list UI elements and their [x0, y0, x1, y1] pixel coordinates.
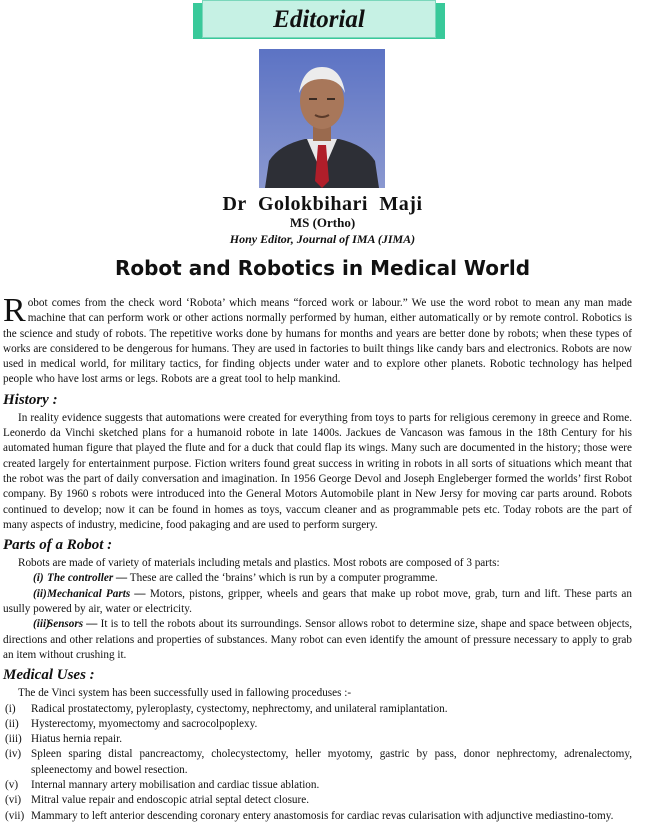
parts-item: (iii)Sensors — It is to tell the robots about its surroundings. Sensor allows robot to determine size, shape and space between objects, directions and other relations and properties of substances. Many robot can even identify the amount of pressure necessary to apply to grab an item without crushing it. [3, 618, 632, 661]
section-label: Editorial [273, 6, 365, 33]
drop-cap: R [3, 292, 26, 329]
author-degree: MS (Ortho) [289, 215, 356, 230]
medical-heading: Medical Uses : [3, 667, 95, 684]
history-paragraph: In reality evidence suggests that automations were created for everything from toys to parts for religious ceremony in greece and Rome. Leonerdo da Vinchi sketched plans for a humanoid robote in late 1400s. Jackues de Vancason was famous in the 18th Century for his automated human figure that played the flute and for a duck that could flap its wings. Many such are documented in the history; those were created largely for entertainment purpose. Fiction writers found great success in writing in robots in all sorts of situations which meant that the robot was the part of daily conversation and imagination. In 1956 George Devol and Joseph Engleberger formed the worlds’ first Robot company. By 1960 s robots were introduced into the General Motors Automobile plant in New Jersy for moving car parts around. Robots continued to develop; now it can be found in homes as toys, vaccum cleaner and as programmable pets etc. Today robots are the part of many aspects of industry, medicine, food pakaging and are used to perform surgery. [3, 411, 632, 531]
procedure-item: (iii) Hiatus hernia repair. [5, 733, 123, 746]
procedure-item: (i) Radical prostatectomy, pyleroplasty, cystectomy, nephrectomy, and unilateral ramiplantation. [5, 702, 448, 715]
banner-label-box [202, 0, 436, 38]
parts-heading: Parts of a Robot : [3, 537, 113, 554]
author-photo [259, 49, 385, 188]
procedure-item: (vii) Mammary to left anterior descending coronary entery anastomosis for cardiac revas cularisation with adjunctive mediastino-tomy. [5, 809, 614, 822]
parts-intro: Robots are made of variety of materials including metals and plastics. Most robots are composed of 3 parts: [18, 557, 500, 570]
medical-intro: The de Vinci system has been successfully used in fallowing proceduses :- [18, 687, 352, 700]
parts-item: (ii)Mechanical Parts — Motors, pistons, gripper, wheels and gears that make up robot move, grab, turn and lift. These parts an usully powered by air, water or electricity. [3, 587, 632, 616]
intro-paragraph [3, 292, 632, 388]
parts-item: (i) The controller — These are called the ‘brains’ which is run by a computer programme. [33, 572, 438, 585]
intro-text: obot comes from the check word ‘Robota’ which means “forced work or labour.” We use the word robot to mean any man made machine that can perform work or other actions normally performed by human, either automatically or by remote control. Robotics is the science and study of robots. The repetitive works done by humans for months and years are better done by robots; when these types of works are considered to be dengerous for humans. They are used in factories to built things like candy bars and electronics. Robots are now used in medical world, for military tactics, for finding objects under water and to explore other planets. Robotic technology has helped people who have lost arms or legs. Robots are a great tool to help mankind. [3, 297, 632, 386]
editorial-banner [193, 0, 445, 42]
procedure-item: (iv) Spleen sparing distal pancreactomy, cholecystectomy, heller myotomy, gastric by pass, donor nephrectomy, adrenalectomy, spleenectomy and bowel resection. [5, 748, 632, 776]
author-role: Hony Editor, Journal of IMA (JIMA) [229, 232, 416, 246]
procedure-item: (v) Internal mannary artery mobilisation and cardiac tissue ablation. [5, 779, 320, 792]
procedure-item: (vi) Mitral value repair and endoscopic atrial septal detect closure. [5, 794, 310, 807]
article-body [3, 292, 632, 824]
author-name: Dr Golokbihari Maji [222, 193, 423, 215]
article-title: Robot and Robotics in Medical World [114, 256, 531, 280]
author-portrait-image [259, 49, 385, 188]
procedure-item: (ii) Hysterectomy, myomectomy and sacrocolpoplexy. [5, 717, 258, 730]
history-heading: History : [3, 391, 58, 408]
